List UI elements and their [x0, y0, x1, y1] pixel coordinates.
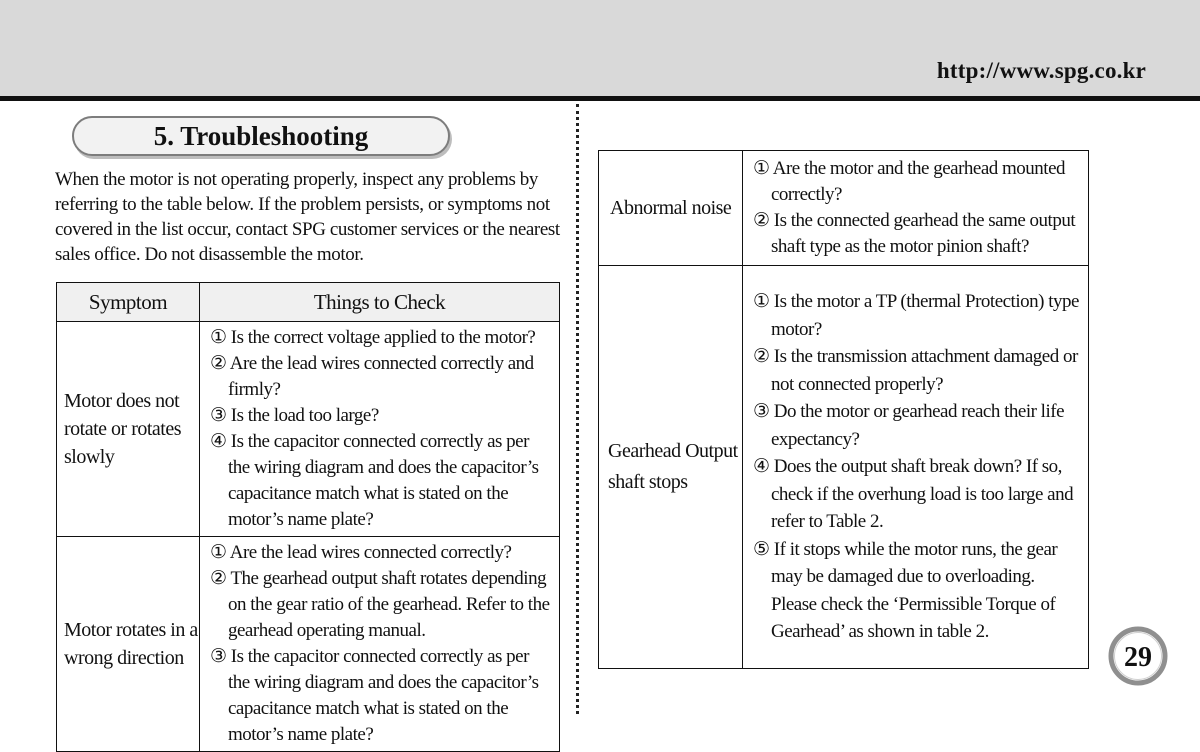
check-item: ① Are the lead wires connected correctly? — [210, 542, 512, 563]
section-title: 5. Troubleshooting — [72, 116, 450, 156]
table-header-row — [57, 283, 560, 322]
table-row — [57, 537, 560, 752]
column-divider — [576, 104, 579, 714]
checks-cell — [200, 322, 560, 537]
website-url: http://www.spg.co.kr — [936, 58, 1146, 83]
table-row — [57, 322, 560, 537]
intro-paragraph: When the motor is not operating properly, inspect any problems by referring to the table below. If the problem persists, or symptoms not covered in the list occur, contact SPG customer services or the nearest sales office. Do not disassemble the motor. — [55, 169, 560, 265]
symptom-cell: Motor does not rotate or rotates slowly — [57, 322, 200, 537]
check-item: ② Is the transmission attachment damaged or not connected properly? — [753, 346, 1078, 395]
symptom-header: Symptom — [57, 283, 200, 322]
check-item: ③ Is the capacitor connected correctly as per the wiring diagram and does the capacitor’s capacitance match what is stated on the motor’s name plate? — [210, 646, 539, 745]
checks-header: Things to Check — [200, 283, 560, 322]
check-item: ① Is the motor a TP (thermal Protection) type motor? — [753, 291, 1079, 340]
page-number-badge — [1108, 626, 1168, 686]
check-item: ④ Is the capacitor connected correctly as per the wiring diagram and does the capacitor’s capacitance match what is stated on the motor’s name plate? — [210, 431, 539, 530]
symptom-cell: Gearhead Output shaft stops — [599, 266, 743, 669]
checks-cell — [200, 537, 560, 752]
check-item: ② The gearhead output shaft rotates depending on the gear ratio of the gearhead. Refer to the gearhead operating manual. — [210, 568, 550, 641]
check-item: ① Are the motor and the gearhead mounted correctly? — [753, 158, 1066, 205]
check-item: ⑤ If it stops while the motor runs, the gear may be damaged due to overloading. Please check the ‘Permissible Torque of Gearhead’ as shown in table 2. — [753, 538, 1058, 643]
check-item: ③ Do the motor or gearhead reach their life expectancy? — [753, 401, 1064, 450]
check-item: ① Is the correct voltage applied to the motor? — [210, 327, 536, 348]
troubleshooting-table — [56, 282, 560, 752]
symptom-cell: Abnormal noise — [599, 151, 743, 266]
symptom-cell: Motor rotates in a wrong direction — [57, 537, 200, 752]
checks-cell — [743, 266, 1089, 669]
check-item: ④ Does the output shaft break down? If so, check if the overhung load is too large and refer to Table 2. — [753, 456, 1074, 533]
troubleshooting-table-continued — [598, 150, 1089, 669]
check-item: ② Is the connected gearhead the same output shaft type as the motor pinion shaft? — [753, 210, 1076, 257]
header-rule — [0, 96, 1200, 101]
check-item: ③ Is the load too large? — [210, 405, 379, 426]
table-row — [599, 151, 1089, 266]
check-item: ② Are the lead wires connected correctly and firmly? — [210, 353, 534, 400]
checks-cell — [743, 151, 1089, 266]
page-number: 29 — [1124, 642, 1152, 673]
table-row — [599, 266, 1089, 669]
